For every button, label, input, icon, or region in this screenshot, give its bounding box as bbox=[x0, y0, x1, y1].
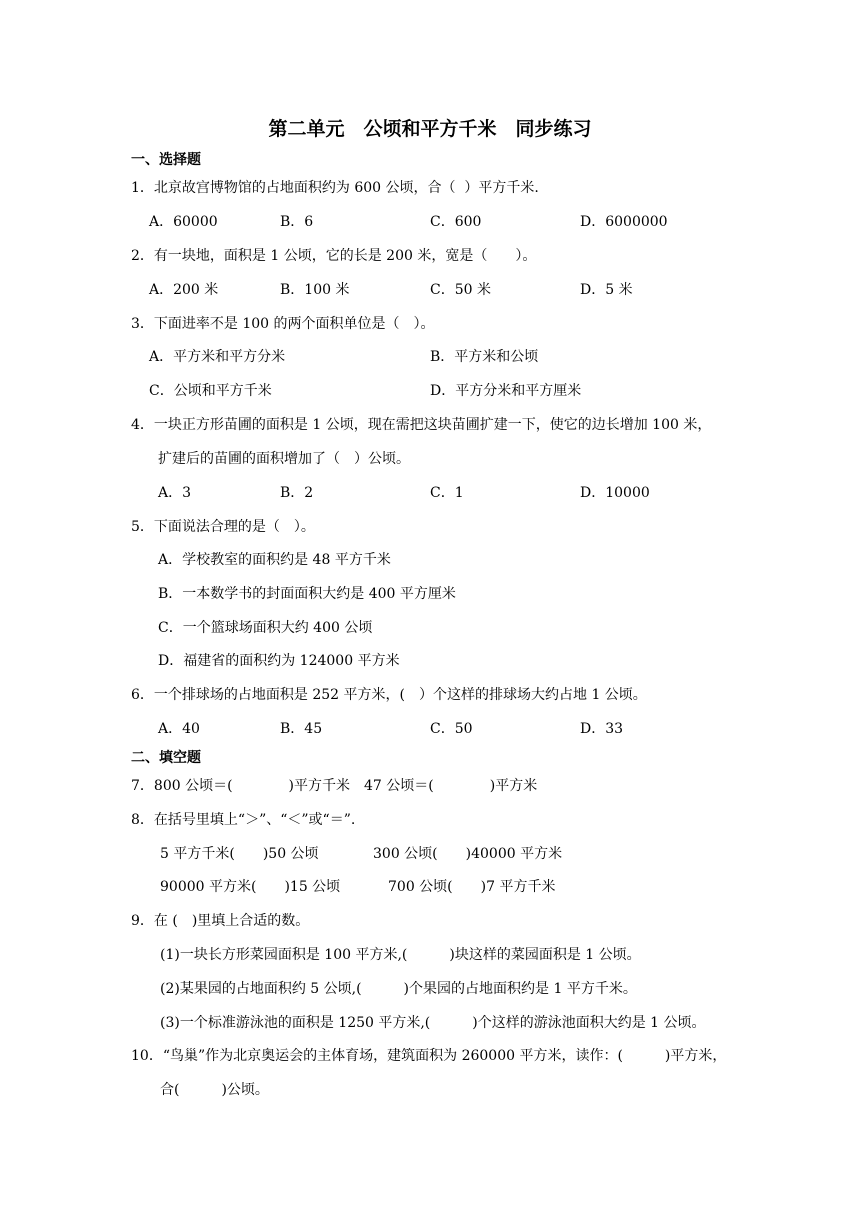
question-5-option-a: A．学校教室的面积约是 48 平方千米 bbox=[158, 552, 391, 568]
question-8-item-4: 700 公顷( )7 平方千米 bbox=[388, 879, 556, 895]
page-title: 第二单元 公顷和平方千米 同步练习 bbox=[268, 118, 592, 140]
question-2-option-c: C．50 米 bbox=[430, 282, 491, 298]
question-6-option-a: A．40 bbox=[158, 721, 200, 737]
question-3-stem: 3．下面进率不是 100 的两个面积单位是（ ）。 bbox=[131, 316, 435, 332]
question-7-stem: 7．800 公顷＝( )平方千米 47 公顷＝( )平方米 bbox=[131, 778, 538, 794]
question-5-stem: 5．下面说法合理的是（ ）。 bbox=[131, 519, 315, 535]
question-4-option-d: D．10000 bbox=[580, 485, 650, 501]
question-10-stem: 10．“鸟巢”作为北京奥运会的主体育场，建筑面积为 260000 平方米，读作：( )平方米， bbox=[131, 1048, 727, 1064]
question-6-option-b: B．45 bbox=[280, 721, 323, 737]
section-heading-choice: 一、选择题 bbox=[131, 152, 201, 168]
question-5-option-d: D．福建省的面积约为 124000 平方米 bbox=[158, 653, 400, 669]
question-5-option-c: C．一个篮球场面积大约 400 公顷 bbox=[158, 620, 373, 636]
question-4-option-c: C．1 bbox=[430, 485, 464, 501]
question-8-item-2: 300 公顷( )40000 平方米 bbox=[373, 846, 563, 862]
question-3-option-b: B．平方米和公顷 bbox=[430, 349, 539, 365]
question-1-option-c: C．600 bbox=[430, 214, 482, 230]
question-1-option-a: A．60000 bbox=[149, 214, 218, 230]
question-4-stem: 4．一块正方形苗圃的面积是 1 公顷，现在需把这块苗圃扩建一下，使它的边长增加 100 米， bbox=[131, 417, 712, 433]
question-9-item-3: (3)一个标准游泳池的面积是 1250 平方米,( )个这样的游泳池面积大约是 1 公顷。 bbox=[160, 1015, 706, 1031]
section-heading-fill-in: 二、填空题 bbox=[131, 750, 201, 766]
question-2-stem: 2．有一块地，面积是 1 公顷，它的长是 200 米，宽是（ ）。 bbox=[131, 248, 537, 264]
question-9-item-2: (2)某果园的占地面积约 5 公顷,( )个果园的占地面积约是 1 平方千米。 bbox=[160, 981, 637, 997]
question-2-option-d: D．5 米 bbox=[580, 282, 633, 298]
question-1-stem: 1．北京故宫博物馆的占地面积约为 600 公顷，合（ ）平方千米. bbox=[131, 180, 539, 196]
question-6-option-d: D．33 bbox=[580, 721, 624, 737]
question-10-stem-continued: 合( )公顷。 bbox=[160, 1082, 269, 1098]
question-6-option-c: C．50 bbox=[430, 721, 473, 737]
question-1-option-d: D．6000000 bbox=[580, 214, 668, 230]
question-8-item-3: 90000 平方米( )15 公顷 bbox=[160, 879, 341, 895]
question-8-item-1: 5 平方千米( )50 公顷 bbox=[160, 846, 319, 862]
question-4-option-b: B．2 bbox=[280, 485, 314, 501]
question-6-stem: 6．一个排球场的占地面积是 252 平方米，( ）个这样的排球场大约占地 1 公顷。 bbox=[131, 687, 647, 703]
question-3-option-c: C．公顷和平方千米 bbox=[149, 383, 272, 399]
question-2-option-a: A．200 米 bbox=[149, 282, 219, 298]
question-4-stem-continued: 扩建后的苗圃的面积增加了（ ）公顷。 bbox=[158, 451, 410, 467]
question-9-stem: 9．在 ( )里填上合适的数。 bbox=[131, 913, 310, 929]
question-3-option-a: A．平方米和平方分米 bbox=[149, 349, 286, 365]
question-3-option-d: D．平方分米和平方厘米 bbox=[430, 383, 582, 399]
question-9-item-1: (1)一块长方形菜园面积是 100 平方米,( )块这样的菜园面积是 1 公顷。 bbox=[160, 947, 641, 963]
question-5-option-b: B．一本数学书的封面面积大约是 400 平方厘米 bbox=[158, 586, 456, 602]
question-8-stem: 8．在括号里填上“＞”、“＜”或“＝”. bbox=[131, 812, 356, 828]
question-2-option-b: B．100 米 bbox=[280, 282, 350, 298]
question-4-option-a: A．3 bbox=[158, 485, 192, 501]
question-1-option-b: B．6 bbox=[280, 214, 314, 230]
